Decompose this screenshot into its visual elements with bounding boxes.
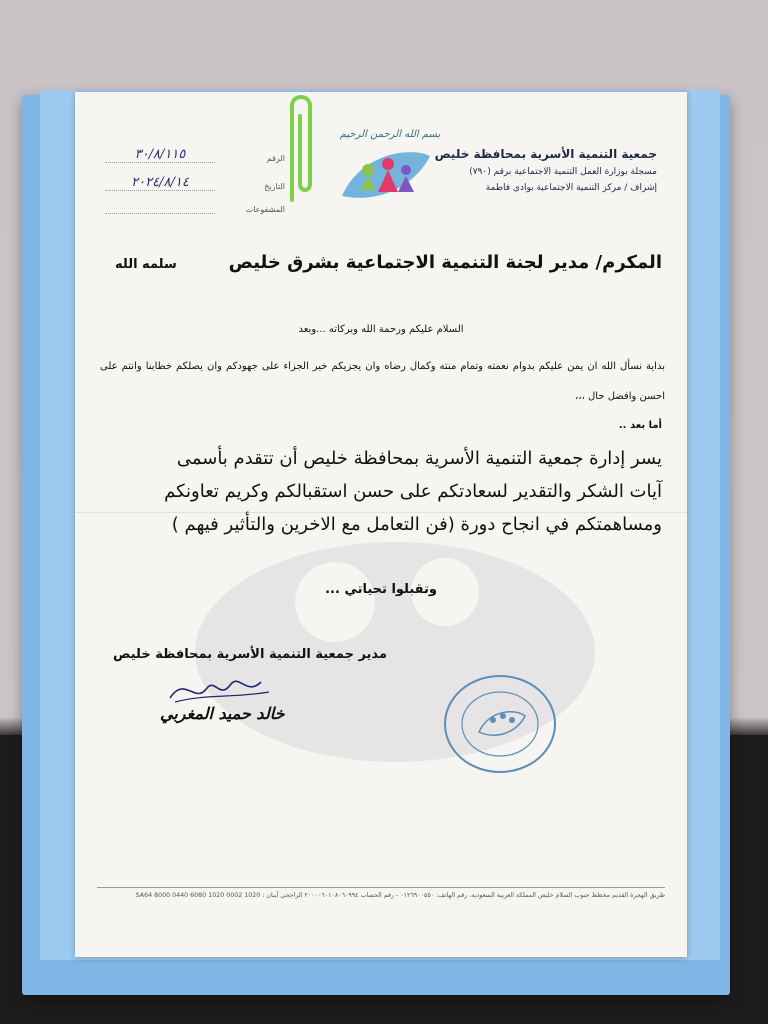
number-label: الرقم (266, 154, 285, 163)
body-paragraph (95, 442, 662, 541)
body-line-1: يسر إدارة جمعية التنمية الأسرية بمحافظة خليص أن تتقدم بأسمى (176, 448, 662, 469)
manager-name: خالد حميد المغربي (160, 704, 285, 723)
addressee: المكرم/ مدير لجنة التنمية الاجتماعية بشرق خليص (228, 252, 662, 273)
amma-bad: أما بعد .. (618, 420, 662, 431)
bismillah: بسم الله الرحمن الرحيم (339, 129, 441, 140)
body-line-2: آيات الشكر والتقدير لسعادتكم على حسن استقبالكم وكريم تعاونكم (164, 481, 662, 502)
family-logo-icon (330, 132, 440, 212)
org-header (427, 147, 657, 199)
footer-contact: طريق الهجرة القديم مخطط جنوب السلام خليص المملكة العربية السعودية، رقم الهاتف: ٠١٢٦٩٠٠٥٥٠ - رقم الحساب ٢٠٠٠٠٦٠١٠٨٠٦٠٩٩٤ الراجحي آيبان : SA64 8000 0440 6080 1020 0002 1020 (135, 892, 665, 899)
official-stamp-icon (441, 672, 559, 776)
reference-number: ٣٠/٨/١١٥ (105, 147, 215, 163)
attachments-label: المشفوعات (245, 205, 285, 214)
org-registration: مسجلة بوزارة العمل التنمية الاجتماعية برقم (٧٩٠) (469, 167, 657, 177)
addressee-row (115, 252, 662, 273)
reference-block (105, 147, 285, 226)
reference-date: ٢٠٢٤/٨/١٤ (105, 175, 215, 191)
letter-page (75, 92, 687, 957)
paper-clip-icon (280, 88, 316, 206)
manager-title: مدير جمعية التنمية الأسرية بمحافظة خليص (112, 647, 387, 662)
salutation: سلمه الله (115, 257, 177, 272)
date-label: التاريخ (264, 182, 285, 191)
org-name: جمعية التنمية الأسرية بمحافظة خليص (434, 147, 657, 161)
body-line-3: ومساهمتكم في انجاح دورة (فن التعامل مع الاخرين والتأثير فيهم ) (171, 514, 662, 535)
attachments-value (105, 203, 215, 214)
org-supervision: إشراف / مركز التنمية الاجتماعية بوادي فاطمة (485, 183, 657, 193)
greeting: السلام عليكم ورحمة الله وبركاته ...وبعد (298, 324, 464, 335)
closing: وتقبلوا تحياتي ... (325, 582, 437, 597)
intro-paragraph: بداية نسأل الله ان يمن عليكم بدوام نعمته وتمام منته وكمال رضاه وان يجزيكم خير الجزاء على جهودكم وان يصلكم خطابنا وانتم على احسن وافضل حال ،،، (100, 361, 665, 402)
footer-divider (97, 887, 665, 888)
